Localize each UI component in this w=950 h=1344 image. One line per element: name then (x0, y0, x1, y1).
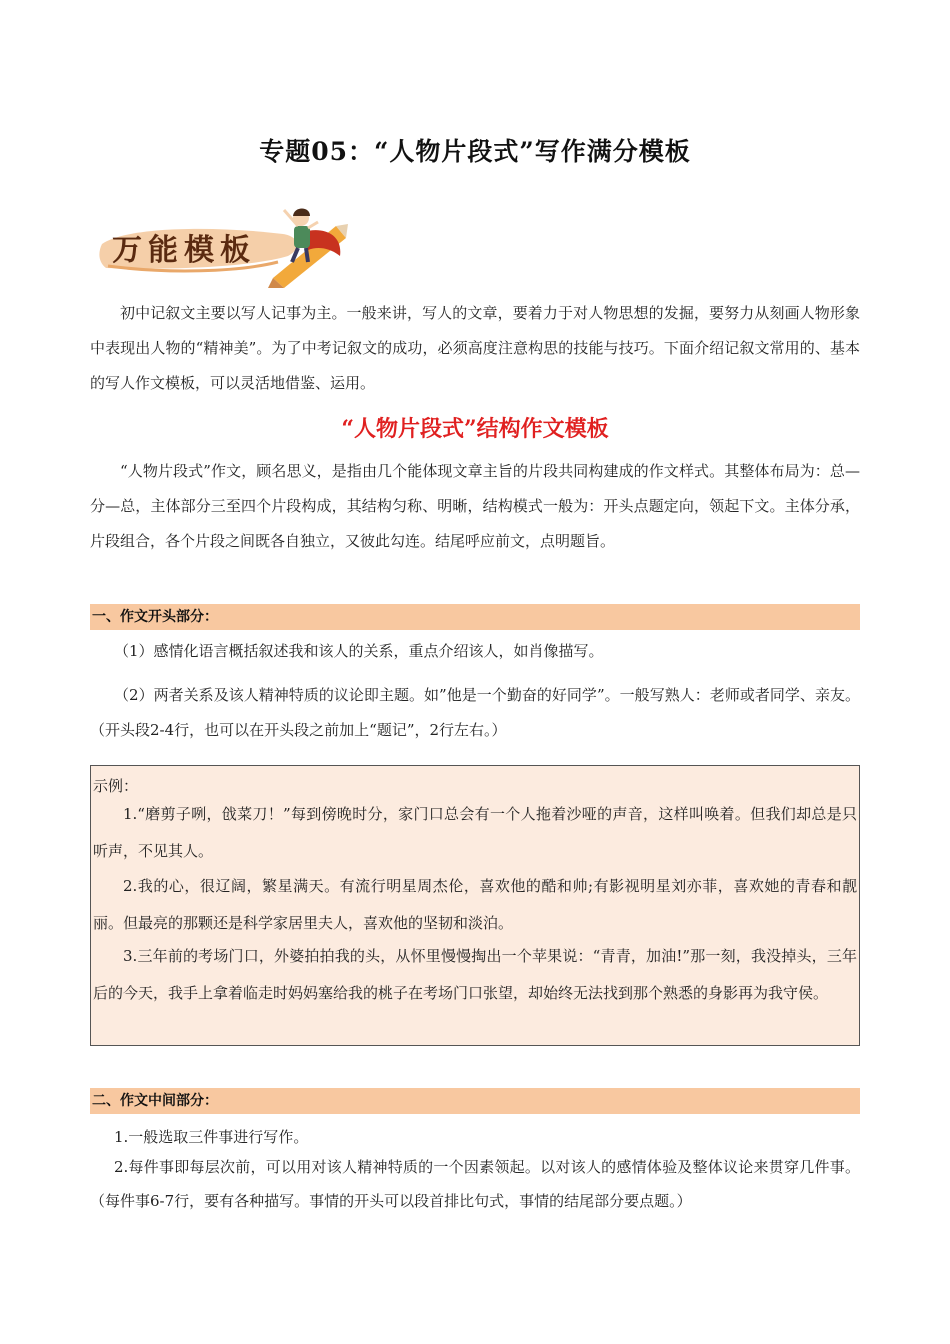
intro-paragraph: 初中记叙文主要以写人记事为主。一般来讲，写人的文章，要着力于对人物思想的发掘，要努力从刻画人物形象中表现出人物的“精神美”。为了中考记叙文的成功，必须高度注意构思的技能与技巧。下面介绍记叙文常用的、基本的写人作文模板，可以灵活地借鉴、运用。 (90, 304, 860, 392)
example-item-2: 2.我的心，很辽阔，繁星满天。有流行明星周杰伦，喜欢他的酷和帅;有影视明星刘亦菲，喜欢她的青春和靓丽。但最亮的那颗还是科学家居里夫人，喜欢他的坚韧和淡泊。 (93, 877, 857, 932)
opening-item-1: （1）感情化语言概括叙述我和该人的关系，重点介绍该人，如肖像描写。 (114, 642, 604, 660)
banner-illustration (98, 196, 348, 288)
middle-item-1: 1.一般选取三件事进行写作。 (114, 1128, 309, 1146)
section-subtitle: “人物片段式”结构作文模板 (341, 416, 609, 442)
section-heading-middle: 二、作文中间部分： (90, 1088, 860, 1114)
structure-description: “人物片段式”作文，顾名思义，是指由几个能体现文章主旨的片段共同构建成的作文样式。其整体布局为：总—分—总，主体部分三至四个片段构成，其结构匀称、明晰，结构模式一般为：开头点题定向，领起下文。主体分承，片段组合，各个片段之间既各自独立，又彼此勾连。结尾呼应前文，点明题旨。 (90, 462, 860, 550)
example-label: 示例： (93, 777, 139, 795)
example-box (90, 765, 860, 1046)
section-heading-opening: 一、作文开头部分： (90, 604, 860, 630)
example-item-3: 3.三年前的考场门口，外婆拍拍我的头，从怀里慢慢掏出一个苹果说：“青青，加油!”那一刻，我没掉头，三年后的今天，我手上拿着临走时妈妈塞给我的桃子在考场门口张望，却始终无法找到那个熟悉的身影再为我守侯。 (93, 947, 857, 1002)
example-item-1: 1.“磨剪子咧，戗菜刀！”每到傍晚时分，家门口总会有一个人拖着沙哑的声音，这样叫唤着。但我们却总是只听声，不见其人。 (93, 805, 857, 860)
opening-item-2: （2）两者关系及该人精神特质的议论即主题。如”他是一个勤奋的好同学”。一般写熟人：老师或者同学、亲友。（开头段2-4行，也可以在开头段之前加上“题记”，2行左右。） (90, 686, 860, 739)
banner-text: 万能模板 (112, 233, 256, 268)
page-title: 专题05：“人物片段式”写作满分模板 (259, 137, 691, 166)
middle-item-2: 2.每件事即每层次前，可以用对该人精神特质的一个因素领起。以对该人的感情体验及整体议论来贯穿几件事。（每件事6-7行，要有各种描写。事情的开头可以段首排比句式，事情的结尾部分要点题。） (90, 1158, 860, 1210)
